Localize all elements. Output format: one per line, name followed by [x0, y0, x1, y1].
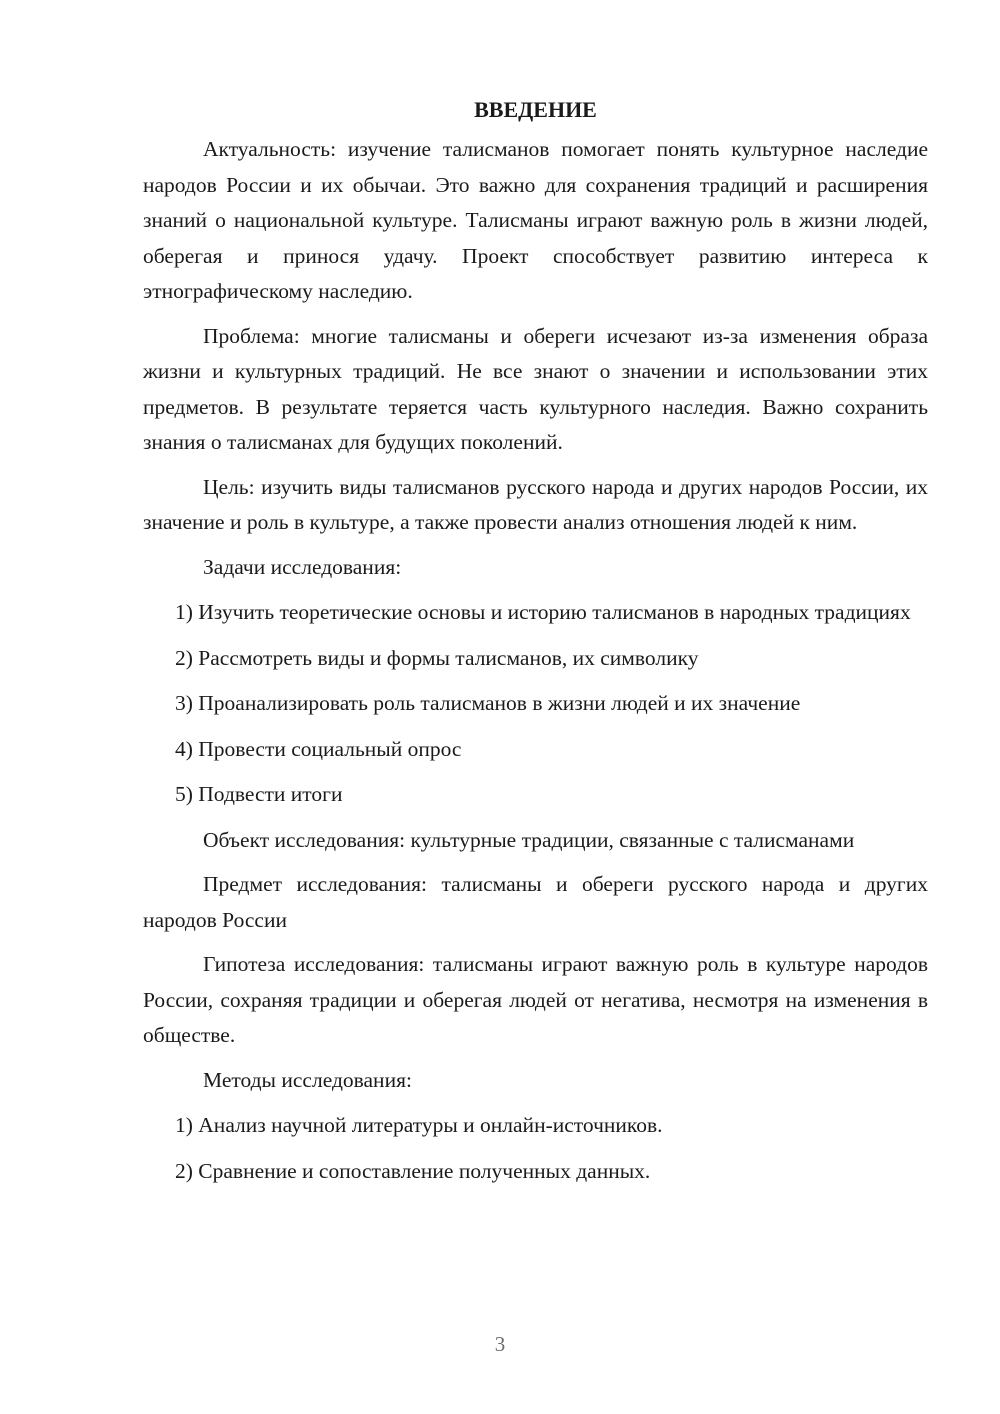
method-item: 2) Сравнение и сопоставление полученных данных.	[175, 1158, 651, 1183]
relevance-paragraph: Актуальность: изучение талисманов помогает понять культурное наследие народов России и их обычаи. Это важно для сохранения традиций и расширения знаний о национальной культуре. Талисманы играют важную роль в жизни людей, оберегая и принося удачу. Проект способствует развитию интереса к этнографическому наследию.	[143, 137, 928, 303]
task-item: 1) Изучить теоретические основы и историю талисманов в народных традициях	[175, 600, 911, 624]
problem-paragraph: Проблема: многие талисманы и обереги исчезают из-за изменения образа жизни и культурных традиций. Не все знают о значении и использовании этих предметов. В результате теряется часть культурного наследия. Важно сохранить знания о талисманах для будущих поколений.	[143, 323, 928, 454]
method-item: 1) Анализ научной литературы и онлайн-источников.	[175, 1113, 663, 1137]
tasks-heading: Задачи исследования:	[203, 554, 402, 579]
page-number: 3	[494, 1332, 506, 1356]
task-item: 5) Подвести итоги	[175, 782, 343, 806]
subject-paragraph: Предмет исследования: талисманы и обереги русского народа и других народов России	[143, 872, 928, 932]
goal-paragraph: Цель: изучить виды талисманов русского народа и других народов России, их значение и роль в культуре, а также провести анализ отношения людей к ним.	[143, 474, 928, 534]
task-item: 2) Рассмотреть виды и формы талисманов, их символику	[175, 645, 699, 670]
task-item: 3) Проанализировать роль талисманов в жизни людей и их значение	[175, 691, 801, 715]
section-title: ВВЕДЕНИЕ	[474, 97, 597, 122]
object-paragraph: Объект исследования: культурные традиции, связанные с талисманами	[203, 827, 855, 852]
task-item: 4) Провести социальный опрос	[175, 736, 462, 761]
methods-heading: Методы исследования:	[203, 1067, 412, 1092]
document-page	[143, 92, 928, 1199]
hypothesis-paragraph: Гипотеза исследования: талисманы играют важную роль в культуре народов России, сохраняя традиции и оберегая людей от негатива, несмотря на изменения в обществе.	[143, 952, 928, 1047]
